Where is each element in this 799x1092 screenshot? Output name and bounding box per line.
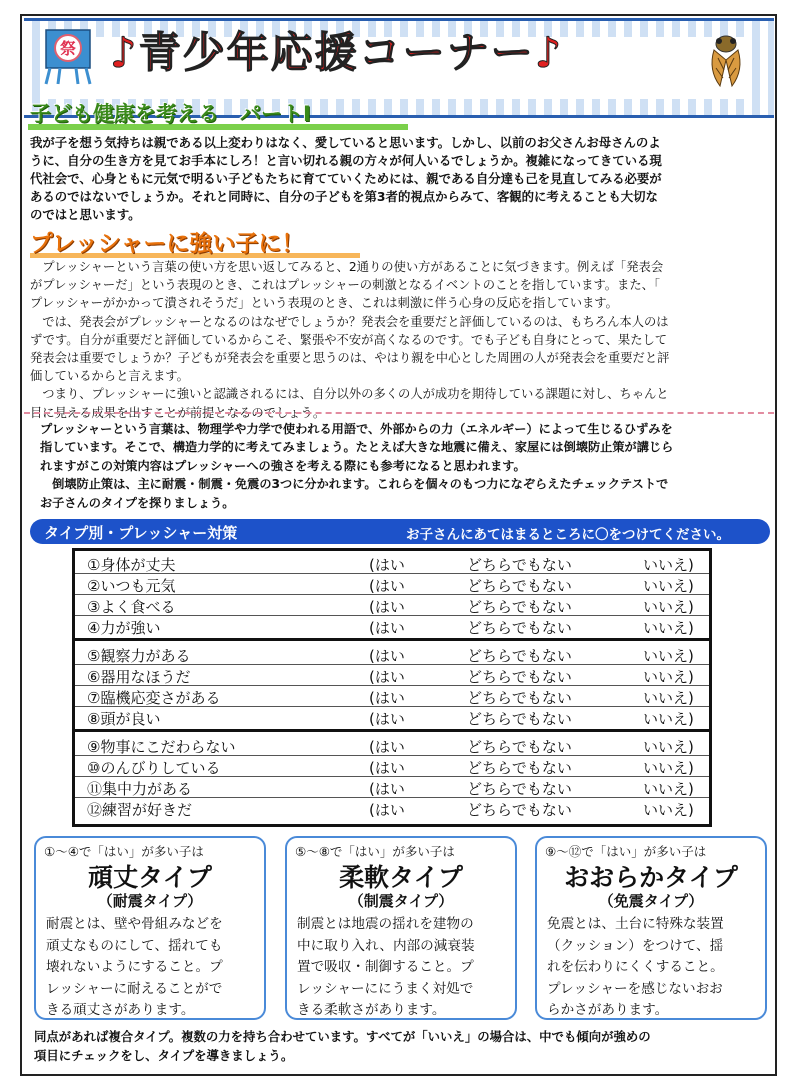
- text-line: のではと思います。: [30, 207, 141, 222]
- answer-yes[interactable]: (はい: [369, 647, 405, 665]
- text-line: 目に見える成果を出すことが前提となるのでしょう。: [30, 405, 326, 420]
- answer-yes[interactable]: (はい: [369, 710, 405, 728]
- answer-neutral[interactable]: どちらでもない: [467, 598, 572, 616]
- text-line: プレッシャーを感じないおお: [547, 980, 723, 997]
- answer-neutral[interactable]: どちらでもない: [467, 577, 572, 595]
- checklist-row[interactable]: [75, 798, 709, 819]
- answer-neutral[interactable]: どちらでもない: [467, 668, 572, 686]
- footer-note: [34, 1028, 774, 1065]
- text-line: （クッション）をつけて、揺: [547, 937, 724, 954]
- type-box-flexible: [285, 836, 517, 1020]
- answer-yes[interactable]: (はい: [369, 598, 405, 616]
- text-line: 置で吸収・制御すること。プ: [297, 959, 474, 975]
- text-line: きる頑丈さがあります。: [46, 1002, 195, 1018]
- answer-yes[interactable]: (はい: [369, 780, 405, 798]
- text-line: プレッシャーという言葉は、物理学や力学で使われる用語で、外部からの力（エネルギー）によって生じるひずみを: [40, 422, 673, 436]
- text-line: 発表会は重要でしょうか？子どもが発表会を重要と思うのは、やはり親を中心とした周囲の人が発表会を重要だと評: [30, 351, 670, 366]
- answer-yes[interactable]: (はい: [369, 668, 405, 686]
- text-line: プレッシャーがかかって潰されそうだ」という表現のとき、これは刺激に伴う心身の反応を指しています。: [30, 296, 618, 311]
- type-box-easygoing: [535, 836, 767, 1020]
- question: ⑦臨機応変さがある: [87, 689, 221, 707]
- answer-neutral[interactable]: どちらでもない: [467, 689, 572, 707]
- type-subtitle: （耐震タイプ）: [97, 892, 203, 910]
- answer-yes[interactable]: (はい: [369, 759, 405, 777]
- question: ⑥器用なほうだ: [87, 668, 191, 686]
- text-line: あるのではないでしょうか。それと同時に、自分の子どもを第3者的視点からみて、客観的に考えることも大切な: [30, 189, 658, 204]
- text-line: うに、自分の生き方を見てお手本にしろ！と言い切れる親の方々が何人いるでしょうか。複雑になってきている現: [30, 153, 662, 168]
- answer-yes[interactable]: (はい: [369, 738, 405, 756]
- text-line: 壊れないようにすること。プ: [46, 959, 223, 975]
- type-description: [46, 914, 258, 1022]
- text-line: きる柔軟さがあります。: [297, 1002, 446, 1018]
- cicada-icon: [706, 30, 746, 90]
- text-line: れますがこの対策内容はプレッシャーへの強さを考える際にも参考になると思われます。: [40, 458, 526, 473]
- question: ⑧頭が良い: [87, 710, 161, 728]
- question: ⑨物事にこだわらない: [87, 738, 236, 756]
- question: ④力が強い: [87, 619, 161, 637]
- intro-paragraph: [30, 134, 772, 224]
- text-line: れを伝わりにくくすること。: [547, 959, 724, 975]
- answer-no[interactable]: いいえ): [643, 619, 694, 637]
- answer-no[interactable]: いいえ): [643, 598, 694, 616]
- checklist-row[interactable]: [75, 595, 709, 616]
- page-title: ♪青少年応援コーナー♪: [110, 28, 564, 77]
- type-caption: ①〜④で「はい」が多い子は: [44, 844, 204, 859]
- type-box-sturdy: [34, 836, 266, 1020]
- checklist-row[interactable]: [75, 574, 709, 595]
- checklist-row[interactable]: [75, 707, 709, 728]
- checklist-row[interactable]: [75, 735, 709, 756]
- text-line: 代社会で、心身ともに元気で明るい子どもたちに育てていくためには、親である自分達も己を見直してみる必要が: [30, 171, 662, 186]
- answer-neutral[interactable]: どちらでもない: [467, 647, 572, 665]
- text-line: 頑丈なものにして、揺れても: [46, 937, 223, 954]
- type-caption: ⑨〜⑫で「はい」が多い子は: [545, 844, 707, 859]
- text-line: 免震とは、土台に特殊な装置: [547, 916, 724, 932]
- text-line: つまり、プレッシャーに強いと認識されるには、自分以外の多くの人が成功を期待している課題に対し、ちゃんと: [30, 387, 669, 402]
- dashed-divider: [24, 412, 774, 414]
- text-line: プレッシャーという言葉の使い方を思い返してみると、2通りの使い方があることに気づきます。例えば「発表会: [30, 260, 664, 274]
- answer-no[interactable]: いいえ): [643, 738, 694, 756]
- answer-no[interactable]: いいえ): [643, 556, 694, 574]
- question: ⑩のんびりしている: [87, 759, 221, 777]
- text-line: 制震とは地震の揺れを建物の: [297, 916, 474, 932]
- answer-neutral[interactable]: どちらでもない: [467, 759, 572, 777]
- type-subtitle: （免震タイプ）: [598, 892, 704, 910]
- answer-neutral[interactable]: どちらでもない: [467, 619, 572, 637]
- answer-no[interactable]: いいえ): [643, 668, 694, 686]
- pressure-paragraph: [30, 258, 772, 422]
- checklist-table: [72, 548, 712, 827]
- checklist-title: タイプ別・プレッシャー対策: [44, 524, 238, 542]
- text-line: 同点があれば複合タイプ。複数の力を持ち合わせています。すべてが「いいえ」の場合は、中でも傾向が強めの: [34, 1029, 651, 1044]
- text-line: レッシャーににうまく対処で: [297, 980, 474, 997]
- type-description: [547, 914, 759, 1022]
- question: ⑤観察力がある: [87, 647, 191, 665]
- answer-no[interactable]: いいえ): [643, 759, 694, 777]
- text-line: お子さんのタイプを探りましょう。: [40, 495, 235, 510]
- section-heading-health: 子ども健康を考える パートⅠ: [30, 102, 311, 126]
- text-line: 価しているからと言えます。: [30, 369, 189, 384]
- answer-no[interactable]: いいえ): [643, 647, 694, 665]
- question: ②いつも元気: [87, 577, 176, 595]
- group-separator: [75, 729, 709, 734]
- text-line: がプレッシャーだ」という表現のとき、これはプレッシャーの刺激となるイベントのことを指しています。また、「: [30, 278, 661, 293]
- question: ①身体が丈夫: [87, 556, 176, 574]
- checklist-row[interactable]: [75, 665, 709, 686]
- text-line: 項目にチェックをし、タイプを導きましょう。: [34, 1047, 294, 1063]
- group-separator: [75, 638, 709, 643]
- text-line: レッシャーに耐えることがで: [46, 980, 223, 997]
- answer-neutral[interactable]: どちらでもない: [467, 801, 572, 819]
- answer-no[interactable]: いいえ): [643, 689, 694, 707]
- text-line: 倒壊防止策は、主に耐震・制震・免震の3つに分かれます。これらを個々のもつ力になぞらえたチェックテストで: [40, 477, 669, 492]
- structure-paragraph: [40, 420, 770, 512]
- answer-no[interactable]: いいえ): [643, 801, 694, 819]
- answer-no[interactable]: いいえ): [643, 710, 694, 728]
- answer-no[interactable]: いいえ): [643, 577, 694, 595]
- question: ⑫練習が好きだ: [87, 801, 193, 819]
- checklist-row[interactable]: [75, 644, 709, 665]
- checklist-row[interactable]: [75, 756, 709, 777]
- text-line: ずです。自分が重要だと評価しているからこそ、緊張や不安が高くなるのです。でも子ども自身にとって、果たして: [30, 332, 668, 347]
- text-line: 中に取り入れ、内部の減衰装: [297, 937, 475, 954]
- checklist-instruction: お子さんにあてはまるところに〇をつけてください。: [406, 527, 730, 543]
- checklist-header-bar: [30, 519, 770, 544]
- text-line: 我が子を想う気持ちは親である以上変わりはなく、愛していると思います。しかし、以前のお父さんお母さんのよ: [30, 135, 661, 150]
- type-description: [297, 914, 509, 1022]
- answer-no[interactable]: いいえ): [643, 780, 694, 798]
- checklist-row[interactable]: [75, 553, 709, 574]
- answer-yes[interactable]: (はい: [369, 689, 405, 707]
- section-heading-pressure: プレッシャーに強い子に！: [30, 231, 305, 257]
- checklist-row[interactable]: [75, 686, 709, 707]
- type-name: 頑丈タイプ: [88, 863, 212, 892]
- answer-yes[interactable]: (はい: [369, 577, 405, 595]
- type-name: 柔軟タイプ: [339, 863, 463, 892]
- type-caption: ⑤〜⑧で「はい」が多い子は: [295, 844, 455, 859]
- kite-icon: [42, 26, 94, 86]
- answer-neutral[interactable]: どちらでもない: [467, 556, 572, 574]
- text-line: 指しています。そこで、構造力学的に考えてみましょう。たとえば大きな地震に備え、家屋には倒壊防止策が講じら: [40, 440, 674, 455]
- answer-yes[interactable]: (はい: [369, 556, 405, 574]
- kite-char: 祭: [59, 39, 77, 58]
- checklist-row[interactable]: [75, 616, 709, 637]
- checklist-row[interactable]: [75, 777, 709, 798]
- answer-yes[interactable]: (はい: [369, 801, 405, 819]
- type-name: おおらかタイプ: [564, 863, 738, 892]
- text-line: 耐震とは、壁や骨組みなどを: [46, 916, 223, 932]
- answer-neutral[interactable]: どちらでもない: [467, 780, 572, 798]
- text-line: らかさがあります。: [547, 1002, 669, 1018]
- answer-yes[interactable]: (はい: [369, 619, 405, 637]
- type-subtitle: （制震タイプ）: [348, 892, 454, 910]
- question: ③よく食べる: [87, 598, 176, 616]
- question: ⑪集中力がある: [87, 780, 193, 798]
- answer-neutral[interactable]: どちらでもない: [467, 710, 572, 728]
- answer-neutral[interactable]: どちらでもない: [467, 738, 572, 756]
- text-line: では、発表会がプレッシャーとなるのはなぜでしょうか？発表会を重要だと評価しているのは、もちろん本人のは: [30, 314, 669, 329]
